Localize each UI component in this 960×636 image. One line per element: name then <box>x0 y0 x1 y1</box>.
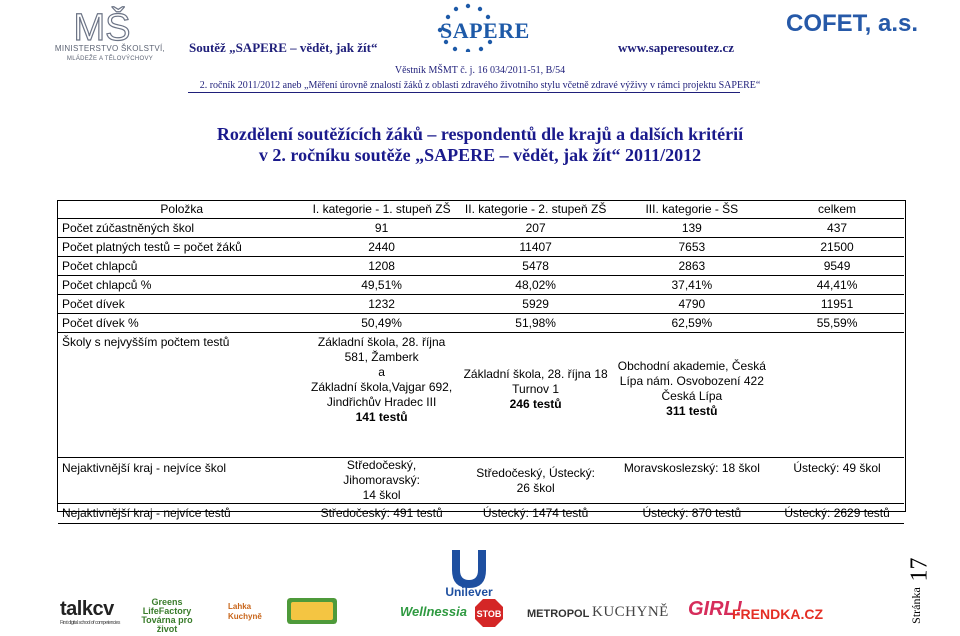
table-cell: 7653 <box>614 238 771 257</box>
talkcv-tagline: First digital school of competencies <box>60 620 120 626</box>
region-line: Středočeský, Jihomoravský: <box>343 458 420 487</box>
table-cell: 2440 <box>306 238 458 257</box>
msmt-name-line1: MINISTERSTVO ŠKOLSTVÍ, <box>54 44 166 53</box>
msmt-logo <box>46 4 174 68</box>
table-cell: 62,59% <box>614 314 771 333</box>
stob-text: STOB <box>476 609 502 619</box>
talkcv-wordmark: talkcv <box>60 598 114 620</box>
school-line: Česká Lípa <box>661 389 723 403</box>
table-cell: 5478 <box>458 257 614 276</box>
table-row <box>58 276 904 295</box>
page-title-line2: v 2. ročníku soutěže „SAPERE – vědět, jak žít“ 2011/2012 <box>258 145 702 165</box>
row-label: Počet dívek <box>58 295 306 314</box>
table-cell: 48,02% <box>458 276 614 295</box>
table-cell: 11951 <box>770 295 904 314</box>
test-count: 141 testů <box>355 410 408 424</box>
region-cat2 <box>458 458 614 504</box>
table-cell: 49,51% <box>306 276 458 295</box>
sponsor-kuchyne-logo: KUCHYNĚ <box>592 604 669 620</box>
school-line: Obchodní akademie, Česká <box>617 359 766 373</box>
table-cell: 44,41% <box>770 276 904 295</box>
table-cell: Ústecký: 870 testů <box>614 504 771 524</box>
page-number <box>906 540 948 630</box>
region-tests-row <box>58 504 904 524</box>
spacer-cell <box>770 443 904 458</box>
table-cell: 207 <box>458 219 614 238</box>
page-header <box>0 0 960 100</box>
table-cell: Ústecký: 2629 testů <box>770 504 904 524</box>
table-cell-empty <box>770 333 904 444</box>
page-number-label: Stránka <box>908 587 923 624</box>
table-header-row <box>58 201 904 219</box>
msmt-name-line2: MLÁDEŽE A TĚLOVÝCHOVY <box>66 56 154 62</box>
test-count: 311 testů <box>666 404 718 418</box>
project-description: 2. ročník 2011/2012 aneb „Měření úrovně znalostí žáků z oblasti zdravého životního stylu včetně zdravé výživy v rámci projektu SAPERE“ <box>199 80 761 91</box>
table-cell: 21500 <box>770 238 904 257</box>
school-line: Jindřichův Hradec III <box>326 395 437 409</box>
msmt-emblem-icon <box>72 4 132 44</box>
page-number-value: 17 <box>906 557 933 582</box>
table-cell: 51,98% <box>458 314 614 333</box>
header-cell: II. kategorie - 2. stupeň ZŠ <box>458 201 614 219</box>
school-line: Základní škola, 28. října <box>317 335 446 349</box>
table-spacer-row <box>58 443 904 458</box>
table-cell: 9549 <box>770 257 904 276</box>
sponsor-wellnessia-logo: Wellnessia <box>400 604 467 619</box>
header-cell: I. kategorie - 1. stupeň ZŠ <box>306 201 458 219</box>
region-line: 14 škol <box>362 488 401 502</box>
sapere-wordmark: SAPERE <box>440 18 530 43</box>
top-schools-row <box>58 333 904 444</box>
table-cell: 91 <box>306 219 458 238</box>
row-label: Počet zúčastněných škol <box>58 219 306 238</box>
table-cell: 5929 <box>458 295 614 314</box>
sponsor-girl-logo: GIRL! <box>688 598 743 620</box>
page-title-line1: Rozdělení soutěžících žáků – respondentů dle krajů a dalších kritérií <box>216 124 744 144</box>
region-total: Ústecký: 49 škol <box>770 458 904 504</box>
sponsor-greens-logo: Greens LifeFactory Továrna pro život <box>141 597 193 634</box>
header-cell: III. kategorie - ŠS <box>614 201 771 219</box>
school-line: Základní škola, 28. října 18 <box>463 366 608 381</box>
spacer-cell <box>306 443 458 458</box>
table-cell: 11407 <box>458 238 614 257</box>
row-label: Nejaktivnější kraj - nejvíce testů <box>58 504 306 524</box>
table-cell: 1232 <box>306 295 458 314</box>
row-label: Počet platných testů = počet žáků <box>58 238 306 257</box>
spacer-cell <box>614 443 771 458</box>
school-line: 581, Žamberk <box>344 350 419 364</box>
top-school-cat2 <box>458 333 614 444</box>
top-school-cat1 <box>306 333 458 444</box>
sponsor-vyziva-logo-icon <box>287 598 337 624</box>
sponsor-metropol-logo: METROPOL <box>527 608 590 620</box>
website-url[interactable]: www.saperesoutez.cz <box>618 40 735 55</box>
msmt-name <box>46 44 174 64</box>
table-cell: 437 <box>770 219 904 238</box>
region-cat1 <box>306 458 458 504</box>
table-cell: 2863 <box>614 257 771 276</box>
competition-name: Soutěž „SAPERE – vědět, jak žít“ <box>189 40 378 55</box>
table-row <box>58 314 904 333</box>
table-cell: 4790 <box>614 295 771 314</box>
table-row <box>58 257 904 276</box>
table-cell: 1208 <box>306 257 458 276</box>
table-row <box>58 238 904 257</box>
table-cell: 37,41% <box>614 276 771 295</box>
test-count: 246 testů <box>509 396 562 411</box>
table-cell: Středočeský: 491 testů <box>306 504 458 524</box>
school-line: a <box>378 365 385 379</box>
row-label: Nejaktivnější kraj - nejvíce škol <box>58 458 306 504</box>
bulletin-reference: Věstník MŠMT č. j. 16 034/2011-51, B/54 <box>394 65 566 76</box>
row-label: Počet chlapců % <box>58 276 306 295</box>
statistics-table <box>58 201 904 524</box>
table-cell: 55,59% <box>770 314 904 333</box>
sponsor-frendka-logo: FRENDKA.CZ <box>732 606 823 622</box>
sponsor-stob-logo-icon <box>474 598 504 628</box>
school-line: Lípa nám. Osvobození 422 <box>619 374 764 388</box>
sponsor-talkcv-logo <box>60 598 120 626</box>
school-line: Základní škola,Vajgar 692, <box>311 380 453 394</box>
row-label: Počet dívek % <box>58 314 306 333</box>
region-line: Středočeský, Ústecký: <box>476 465 595 480</box>
table-cell: Ústecký: 1474 testů <box>458 504 614 524</box>
spacer-cell <box>458 443 614 458</box>
row-label: Počet chlapců <box>58 257 306 276</box>
table-row <box>58 295 904 314</box>
region-cat3: Moravskoslezský: 18 škol <box>614 458 771 504</box>
region-line: 26 škol <box>516 480 555 495</box>
header-cell: celkem <box>770 201 904 219</box>
top-school-cat3 <box>614 333 771 444</box>
table-row <box>58 219 904 238</box>
unilever-wordmark: Unilever <box>445 585 493 599</box>
header-cell: Položka <box>58 201 306 219</box>
sponsor-lahka-logo: Lahka Kuchyně <box>228 602 262 621</box>
sapere-logo <box>418 2 530 52</box>
table-cell: 50,49% <box>306 314 458 333</box>
row-label: Školy s nejvyšším počtem testů <box>62 335 230 349</box>
header-divider <box>188 92 740 93</box>
table-cell: 139 <box>614 219 771 238</box>
region-schools-row <box>58 458 904 504</box>
cofet-logo: COFET, a.s. <box>786 10 919 37</box>
svg-text:MŠ: MŠ <box>73 7 131 44</box>
school-line: Turnov 1 <box>512 381 560 396</box>
spacer-cell <box>58 443 306 458</box>
